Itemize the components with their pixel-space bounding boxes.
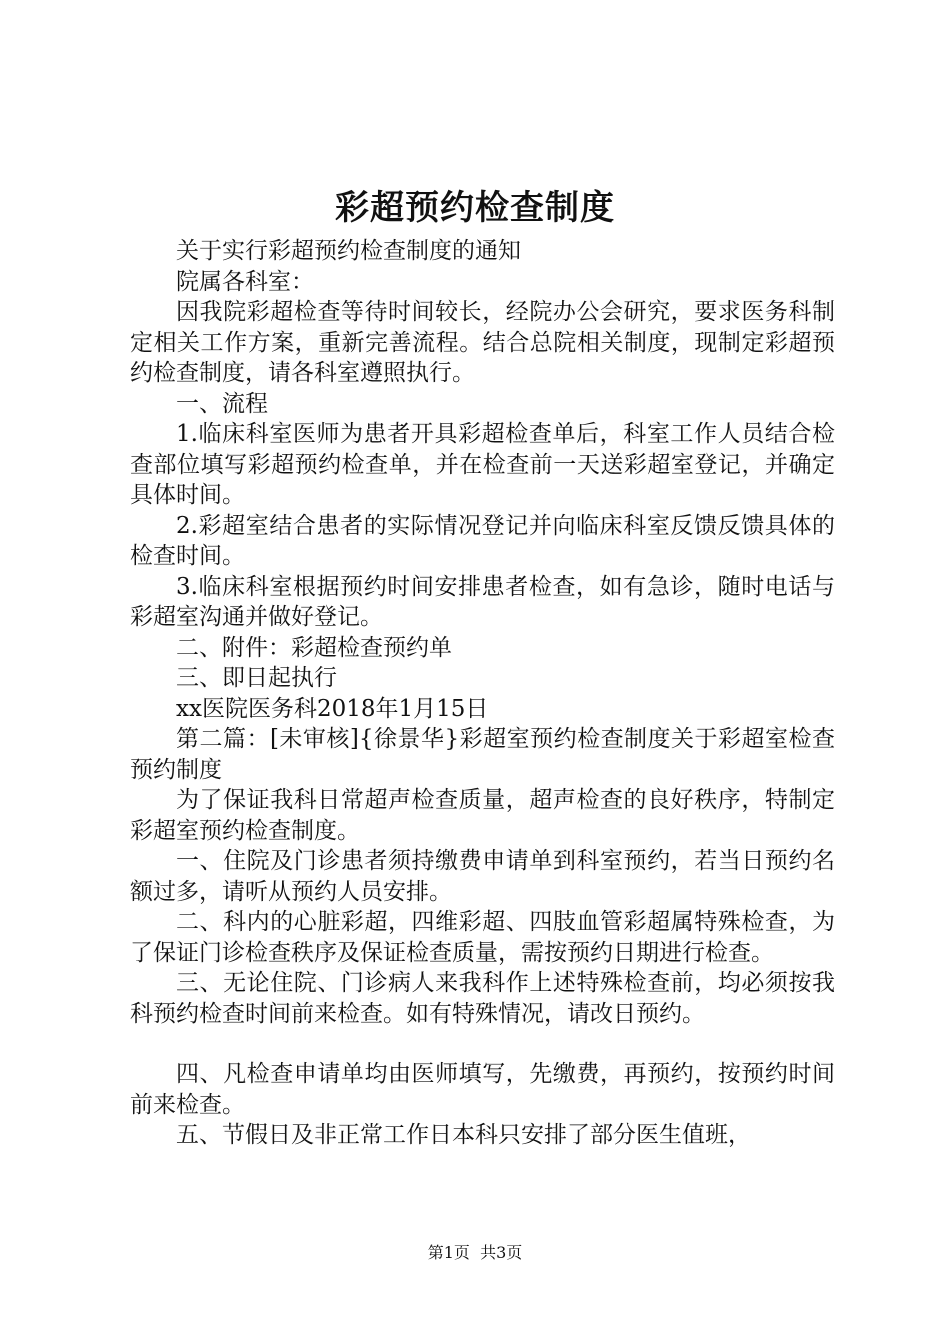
- rule-4: 四、凡检查申请单均由医师填写，先缴费，再预约，按预约时间前来检查。: [130, 1061, 835, 1118]
- page-footer: 第1页 共3页: [427, 1243, 523, 1262]
- process-step-2: 2.彩超室结合患者的实际情况登记并向临床科室反馈反馈具体的检查时间。: [130, 512, 835, 569]
- rule-1: 一、住院及门诊患者须持缴费申请单到科室预约，若当日预约名额过多，请听从预约人员安排。: [130, 848, 835, 905]
- rule-2: 二、科内的心脏彩超，四维彩超、四肢血管彩超属特殊检查，为了保证门诊检查秩序及保证检查质量，需按预约日期进行检查。: [130, 909, 835, 966]
- document-body: [130, 236, 835, 1151]
- rule-5: 五、节假日及非正常工作日本科只安排了部分医生值班，: [176, 1122, 751, 1148]
- notice-heading: 关于实行彩超预约检查制度的通知: [176, 238, 521, 264]
- paragraph-intro: 因我院彩超检查等待时间较长，经院办公会研究，要求医务科制定相关工作方案，重新完善流程。结合总院相关制度，现制定彩超预约检查制度，请各科室遵照执行。: [130, 299, 835, 386]
- section-heading-process: 一、流程: [176, 390, 268, 417]
- process-step-3: 3.临床科室根据预约时间安排患者检查，如有急诊，随时电话与彩超室沟通并做好登记。: [130, 573, 835, 630]
- document-title: 彩超预约检查制度: [335, 188, 615, 228]
- process-step-1: 1.临床科室医师为患者开具彩超检查单后，科室工作人员结合检查部位填写彩超预约检查单，并在检查前一天送彩超室登记，并确定具体时间。: [130, 421, 835, 508]
- signature-date: xx医院医务科2018年1月15日: [176, 695, 489, 722]
- part-two-intro: 为了保证我科日常超声检查质量，超声检查的良好秩序，特制定彩超室预约检查制度。: [130, 787, 835, 844]
- part-two-heading: 第二篇：[未审核]{徐景华}彩超室预约检查制度关于彩超室检查预约制度: [130, 726, 835, 783]
- section-heading-attachment: 二、附件：彩超检查预约单: [176, 634, 452, 661]
- rule-3: 三、无论住院、门诊病人来我科作上述特殊检查前，均必须按我科预约检查时间前来检查。如有特殊情况，请改日预约。: [130, 970, 835, 1027]
- addressee: 院属各科室：: [176, 268, 314, 295]
- section-heading-effective: 三、即日起执行: [176, 665, 337, 691]
